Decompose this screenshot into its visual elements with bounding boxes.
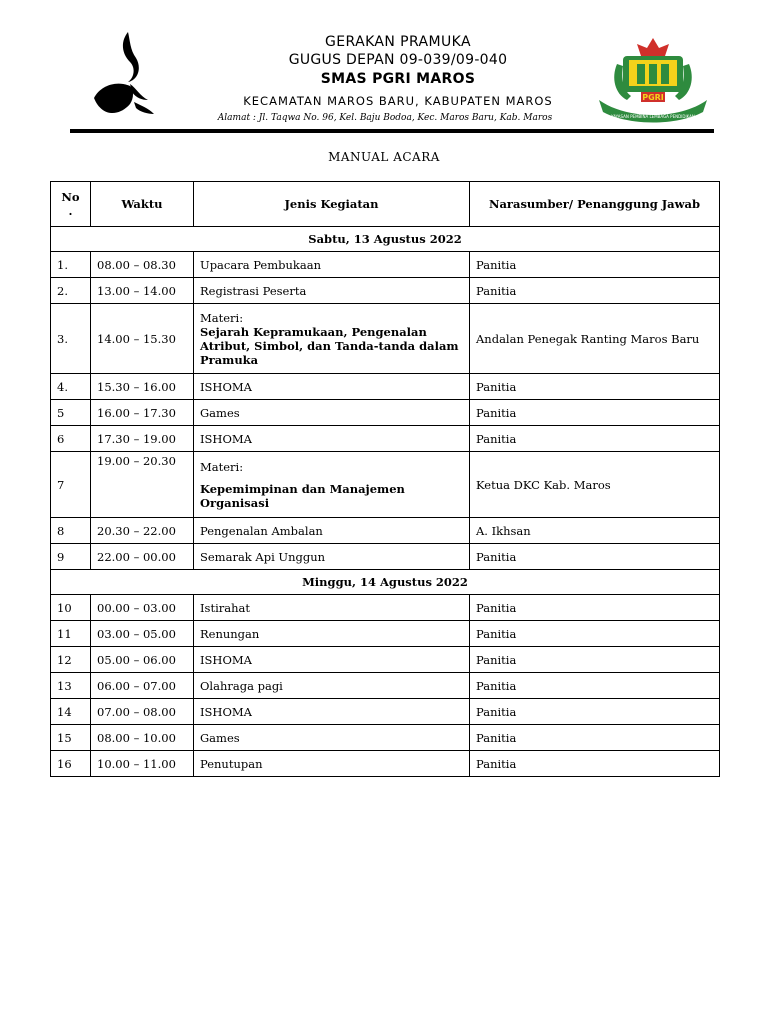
table-row [51,304,720,374]
cell-pj: A. Ikhsan [470,518,720,544]
cell-pj: Panitia [470,621,720,647]
table-row [51,725,720,751]
cell-kegiatan: Olahraga pagi [194,673,470,699]
cell-pj: Panitia [470,725,720,751]
day-row [51,227,720,252]
cell-kegiatan: Pengenalan Ambalan [194,518,470,544]
cell-pj: Panitia [470,699,720,725]
cell-kegiatan [194,304,470,374]
cell-waktu: 08.00 – 08.30 [91,252,194,278]
table-row [51,374,720,400]
cell-kegiatan [194,452,470,518]
table-row [51,252,720,278]
table-row [51,544,720,570]
pramuka-tunas-kelapa-icon [90,28,160,123]
pgri-emblem-icon [597,34,709,126]
day-row [51,570,720,595]
cell-no: 13 [51,673,91,699]
cell-waktu: 14.00 – 15.30 [91,304,194,374]
pgri-ribbon-text: YAYASAN PEMBINA LEMBAGA PENDIDIKAN [611,114,695,119]
cell-kegiatan: ISHOMA [194,426,470,452]
cell-kegiatan: Penutupan [194,751,470,777]
schedule-table [50,181,720,777]
table-row [51,699,720,725]
header-rule [70,129,714,133]
cell-pj: Ketua DKC Kab. Maros [470,452,720,518]
cell-no: 4. [51,374,91,400]
table-row [51,278,720,304]
cell-no: 7 [51,452,91,518]
org-name: GERAKAN PRAMUKA [325,34,471,50]
cell-waktu: 15.30 – 16.00 [91,374,194,400]
table-row [51,595,720,621]
cell-pj: Panitia [470,595,720,621]
table-row [51,673,720,699]
cell-no: 12 [51,647,91,673]
cell-pj: Panitia [470,426,720,452]
cell-kegiatan: Games [194,725,470,751]
cell-no: 8 [51,518,91,544]
cell-waktu: 07.00 – 08.00 [91,699,194,725]
cell-no: 1. [51,252,91,278]
cell-waktu: 03.00 – 05.00 [91,621,194,647]
header-waktu: Waktu [91,182,194,227]
cell-kegiatan: Istirahat [194,595,470,621]
cell-waktu: 08.00 – 10.00 [91,725,194,751]
cell-no: 10 [51,595,91,621]
cell-no: 11 [51,621,91,647]
table-row [51,426,720,452]
cell-kegiatan: Games [194,400,470,426]
table-row [51,621,720,647]
table-row [51,400,720,426]
cell-no: 2. [51,278,91,304]
gugus-depan: GUGUS DEPAN 09-039/09-040 [288,52,508,68]
materi-title: Sejarah Kepramukaan, Pengenalan Atribut, Simbol, dan Tanda-tanda dalam Pramuka [200,324,459,367]
table-row [51,452,720,518]
materi-label: Materi: [200,459,244,474]
day-label: Minggu, 14 Agustus 2022 [51,570,720,595]
cell-pj: Panitia [470,278,720,304]
cell-pj: Panitia [470,400,720,426]
table-row [51,647,720,673]
cell-waktu: 16.00 – 17.30 [91,400,194,426]
address-line: Alamat : Jl. Taqwa No. 96, Kel. Baju Bodoa, Kec. Maros Baru, Kab. Maros [217,113,553,123]
table-row [51,518,720,544]
header-jenis-kegiatan: Jenis Kegiatan [194,182,470,227]
cell-waktu: 20.30 – 22.00 [91,518,194,544]
cell-no: 15 [51,725,91,751]
cell-kegiatan: Renungan [194,621,470,647]
cell-pj: Panitia [470,252,720,278]
cell-waktu: 17.30 – 19.00 [91,426,194,452]
cell-waktu: 22.00 – 00.00 [91,544,194,570]
cell-pj: Panitia [470,647,720,673]
pgri-logo-text: PGRI [642,93,664,102]
cell-no: 3. [51,304,91,374]
header-narasumber: Narasumber/ Penanggung Jawab [470,182,720,227]
cell-waktu: 00.00 – 03.00 [91,595,194,621]
cell-no: 16 [51,751,91,777]
cell-waktu: 10.00 – 11.00 [91,751,194,777]
cell-kegiatan: Semarak Api Unggun [194,544,470,570]
letterhead [0,0,768,140]
cell-pj: Panitia [470,544,720,570]
cell-kegiatan: ISHOMA [194,699,470,725]
header-no: No . [51,182,91,227]
cell-no: 14 [51,699,91,725]
cell-no: 5 [51,400,91,426]
materi-title: Kepemimpinan dan Manajemen Organisasi [200,481,405,510]
cell-no: 6 [51,426,91,452]
table-row [51,751,720,777]
cell-no: 9 [51,544,91,570]
day-label: Sabtu, 13 Agustus 2022 [51,227,720,252]
cell-kegiatan: ISHOMA [194,374,470,400]
district-line: KECAMATAN MAROS BARU, KABUPATEN MAROS [243,94,553,108]
cell-waktu: 19.00 – 20.30 [91,452,194,518]
materi-label: Materi: [200,310,244,325]
cell-pj: Panitia [470,751,720,777]
cell-waktu: 06.00 – 07.00 [91,673,194,699]
cell-pj: Andalan Penegak Ranting Maros Baru [470,304,720,374]
cell-waktu: 13.00 – 14.00 [91,278,194,304]
cell-pj: Panitia [470,374,720,400]
cell-kegiatan: ISHOMA [194,647,470,673]
cell-kegiatan: Upacara Pembukaan [194,252,470,278]
cell-waktu: 05.00 – 06.00 [91,647,194,673]
cell-pj: Panitia [470,673,720,699]
table-header-row [51,182,720,227]
school-name: SMAS PGRI MAROS [320,71,476,87]
cell-kegiatan: Registrasi Peserta [194,278,470,304]
document-title: MANUAL ACARA [328,150,440,164]
